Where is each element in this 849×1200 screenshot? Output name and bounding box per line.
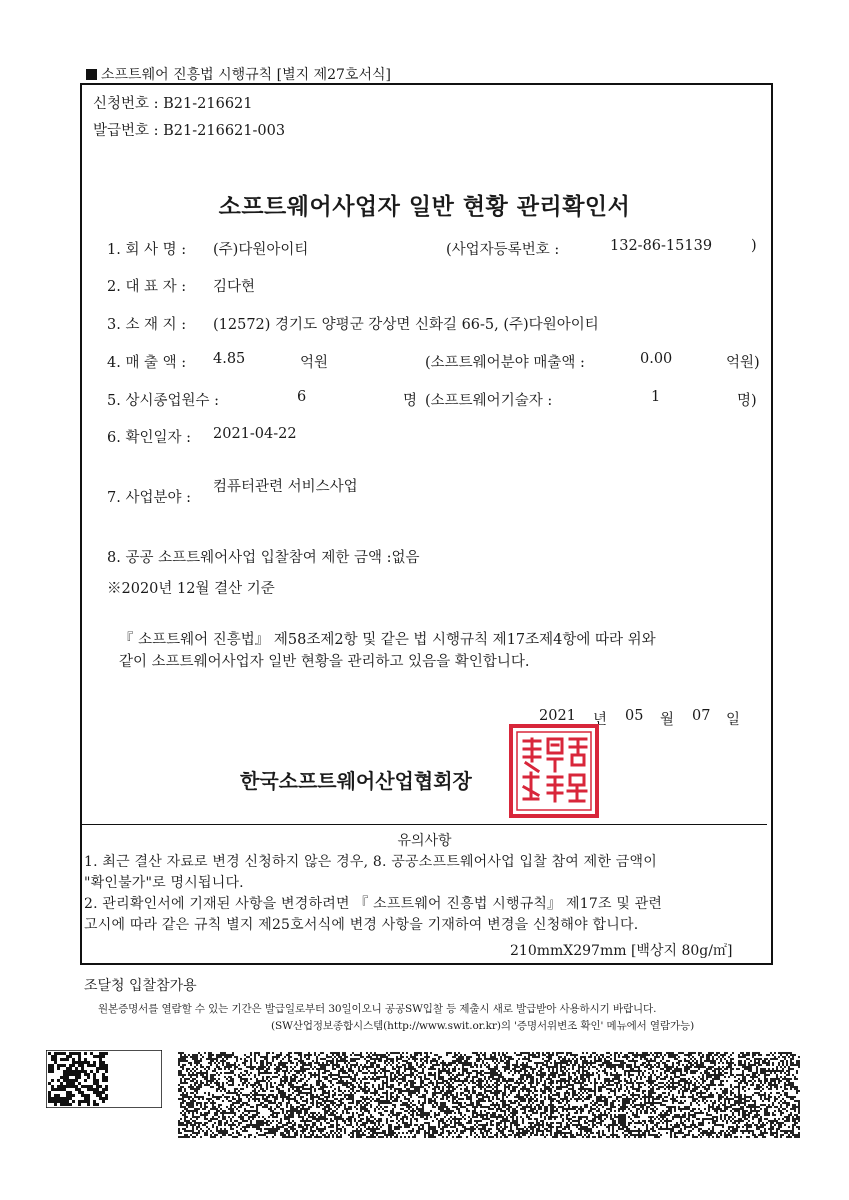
application-number: 신청번호 : B21-216621	[93, 96, 253, 112]
sales-unit: 억원	[300, 355, 329, 371]
bid-limit: 8. 공공 소프트웨어사업 입찰참여 제한 금액 :없음	[107, 550, 420, 566]
form-label	[86, 64, 391, 84]
issue-number: 발급번호 : B21-216621-003	[93, 123, 286, 139]
date-year: 2021	[539, 708, 576, 724]
page-title: 소프트웨어사업자 일반 현황 관리확인서	[218, 194, 631, 220]
confirm-date-label: 6. 확인일자 :	[107, 430, 191, 446]
date-year-unit: 년	[593, 712, 608, 728]
confirm-date-value: 2021-04-22	[213, 426, 297, 442]
statement-line-1: 『 소프트웨어 진흥법』 제58조제2항 및 같은 법 시행규칙 제17조제4항에 따라 위와	[119, 632, 656, 648]
ceo-value: 김다현	[213, 279, 256, 295]
system-notice: (SW산업정보종합시스템(http://www.swit.or.kr)의 '증명서위변조 확인' 메뉴에서 열람가능)	[271, 1020, 695, 1032]
date-month-unit: 월	[660, 712, 675, 728]
sales-value: 4.85	[213, 351, 246, 367]
sw-sales-label: (소프트웨어분야 매출액 :	[425, 355, 585, 371]
address-label: 3. 소 재 지 :	[107, 317, 187, 333]
notice-heading: 유의사항	[397, 833, 452, 849]
notice-line-2: "확인불가"로 명시됩니다.	[84, 875, 244, 891]
date-month: 05	[625, 708, 644, 724]
company-label: 1. 회 사 명 :	[107, 242, 187, 258]
purpose-text: 조달청 입찰참가용	[84, 978, 197, 994]
bizreg-value: 132-86-15139	[610, 238, 713, 254]
business-value: 컴퓨터관련 서비스사업	[213, 479, 358, 495]
date-day: 07	[692, 708, 711, 724]
sw-sales-unit: 억원)	[726, 355, 760, 371]
form-label-text: 소프트웨어 진흥법 시행규칙 [별지 제27호서식]	[101, 67, 391, 83]
sw-tech-unit: 명)	[737, 393, 757, 409]
square-bullet-icon	[86, 69, 97, 80]
sw-tech-label: (소프트웨어기술자 :	[425, 393, 553, 409]
sw-sales-value: 0.00	[640, 351, 673, 367]
bizreg-label: (사업자등록번호 :	[446, 242, 560, 258]
date-day-unit: 일	[726, 712, 741, 728]
notice-line-4: 고시에 따라 같은 규칙 별지 제25호서식에 변경 사항을 기재하여 변경을 신청해야 합니다.	[84, 917, 639, 933]
employees-label: 5. 상시종업원수 :	[107, 393, 219, 409]
qr-code-icon	[46, 1050, 162, 1108]
employees-unit: 명	[403, 393, 418, 409]
ceo-label: 2. 대 표 자 :	[107, 279, 187, 295]
validity-notice: 원본증명서를 열람할 수 있는 기간은 발급일로부터 30일이오니 공공SW입찰 등 제출시 새로 발급받아 사용하시기 바랍니다.	[98, 1003, 657, 1015]
official-seal-icon	[508, 723, 600, 819]
notice-line-1: 1. 최근 결산 자료로 변경 신청하지 않은 경우, 8. 공공소프트웨어사업 입찰 참여 제한 금액이	[84, 854, 657, 870]
sales-label: 4. 매 출 액 :	[107, 355, 187, 371]
document-barcode-icon	[178, 1052, 800, 1138]
employees-value: 6	[297, 389, 307, 405]
bizreg-close: )	[751, 238, 757, 254]
business-label: 7. 사업분야 :	[107, 490, 191, 506]
address-value: (12572) 경기도 양평군 강상면 신화길 66-5, (주)다원아이티	[213, 317, 599, 333]
sw-tech-value: 1	[651, 389, 661, 405]
notice-line-3: 2. 관리확인서에 기재된 사항을 변경하려면 『 소프트웨어 진흥법 시행규칙』 제17조 및 관련	[84, 896, 663, 912]
statement-line-2: 같이 소프트웨어사업자 일반 현황을 관리하고 있음을 확인합니다.	[119, 654, 530, 670]
basis-note: ※2020년 12월 결산 기준	[107, 581, 275, 597]
paper-spec: 210mmX297mm [백상지 80g/㎡]	[510, 943, 733, 959]
company-value: (주)다원아이티	[213, 242, 309, 258]
association-name: 한국소프트웨어산업협회장	[240, 769, 472, 793]
